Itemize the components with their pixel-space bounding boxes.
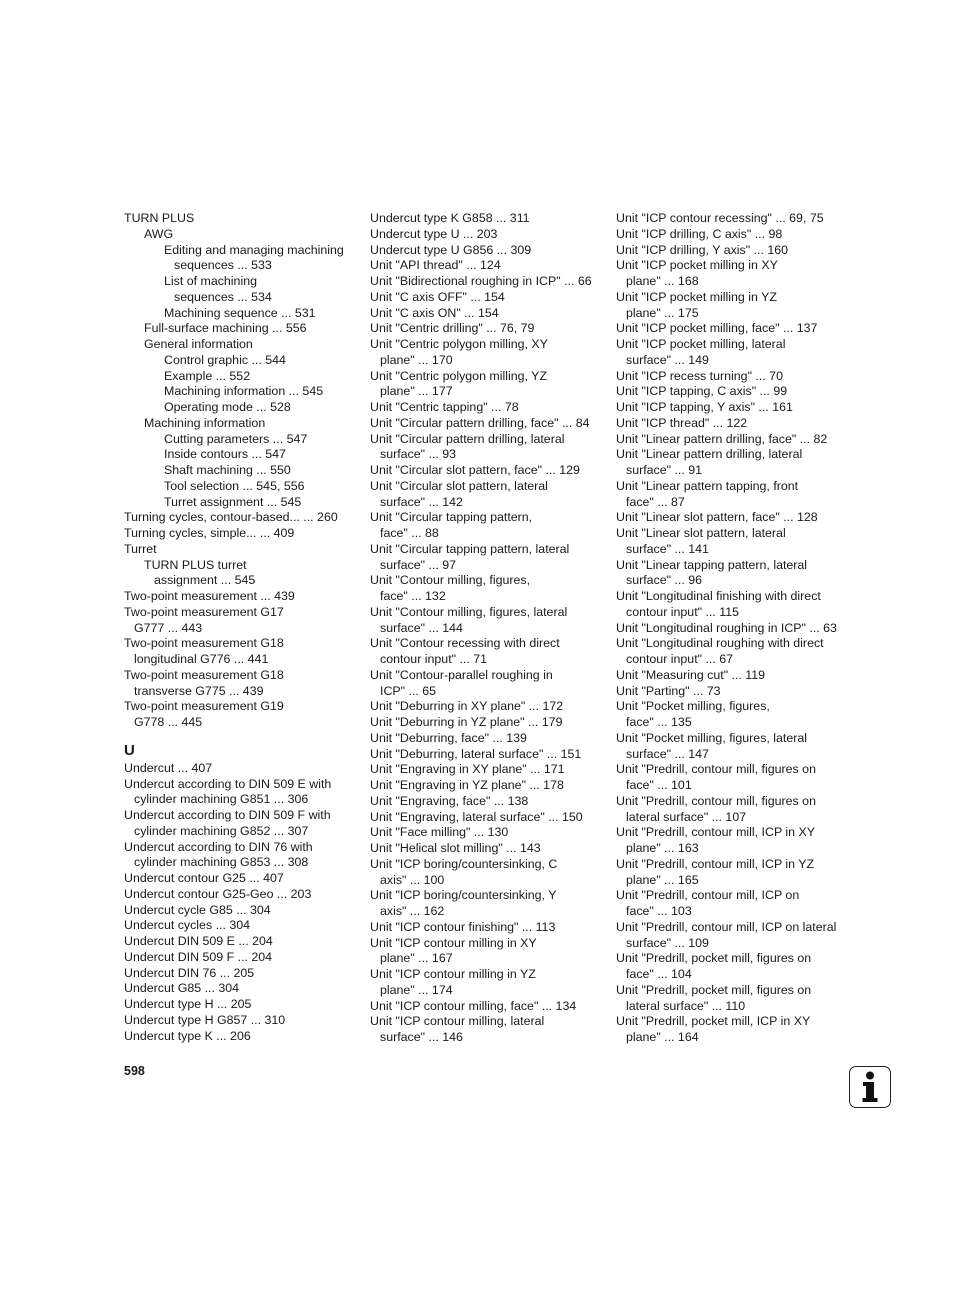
index-entry [370,967,602,999]
page-number: 598 [124,1064,145,1078]
index-entry-term: Undercut cycles ... 304 [124,918,251,933]
index-entry-term: Undercut type H G857 ... 310 [124,1012,286,1027]
index-entry-term: Shaft machining ... 550 [164,463,291,477]
index-entry-continuation: surface" ... 109 [626,935,709,950]
index-entry-term: Unit "Predrill, contour mill, figures on [616,793,816,808]
index-entry-continuation: plane" ... 175 [626,305,699,320]
index-entry-term: Unit "Linear pattern tapping, front [616,478,799,493]
index-entry-term: Undercut type K ... 206 [124,1028,251,1043]
index-entry [370,936,602,968]
index-entry-term: Unit "Contour milling, figures, lateral [370,604,568,619]
index-entry-term: Turning cycles, simple... ... 409 [124,526,295,540]
index-entry [370,841,602,857]
index-entry-term: Unit "ICP drilling, C axis" ... 98 [616,226,783,241]
index-entry [370,668,602,700]
index-entry [370,699,602,715]
index-entry-term: Unit "ICP contour milling in YZ [370,967,536,981]
index-entry-continuation: lateral surface" ... 110 [626,998,746,1013]
index-entry [370,258,602,274]
index-entry-continuation: cylinder machining G852 ... 307 [134,823,309,838]
index-entry [370,715,602,731]
index-entry-term: TURN PLUS [124,211,195,225]
index-entry-term: Unit "Predrill, pocket mill, figures on [616,951,812,966]
index-entry [616,258,848,290]
index-entry-term: Unit "API thread" ... 124 [370,258,501,273]
index-entry-term: General information [144,337,253,351]
index-entry-term: Unit "Centric drilling" ... 76, 79 [370,321,535,336]
index-entry-term: Tool selection ... 545, 556 [164,478,305,493]
index-column-2 [370,211,602,1046]
index-entry-term: Unit "ICP boring/countersinking, Y [370,888,557,903]
index-entry-term: Unit "Linear slot pattern, face" ... 128 [616,510,818,525]
index-entry [616,1014,848,1046]
index-entry-continuation: lateral surface" ... 107 [626,809,747,824]
index-entry [124,558,356,590]
index-entry [616,589,848,621]
index-entry [370,888,602,920]
index-entry [616,621,848,637]
index-entry-continuation: contour input" ... 67 [626,652,734,666]
index-entry-term: Unit "C axis ON" ... 154 [370,305,499,320]
index-entry [124,887,356,903]
index-entry [124,227,356,243]
index-entry [616,211,848,227]
index-entry [616,825,848,857]
index-entry-continuation: plane" ... 164 [626,1030,699,1044]
index-entry-term: Undercut according to DIN 509 E with [124,776,332,791]
index-entry [124,903,356,919]
index-entry-continuation: surface" ... 144 [380,620,463,635]
index-entry-term: Two-point measurement G19 [124,699,284,714]
index-entry-continuation: surface" ... 149 [626,352,709,367]
index-entry [124,463,356,479]
index-entry [616,636,848,668]
index-entry-term: Undercut DIN 509 E ... 204 [124,934,273,948]
index-entry [370,573,602,605]
index-entry-term: Unit "Helical slot milling" ... 143 [370,841,541,855]
index-entry [124,526,356,542]
index-entry [370,778,602,794]
index-entry [124,432,356,448]
index-entry-term: Full-surface machining ... 556 [144,321,307,336]
index-entry-term: Unit "ICP contour milling, lateral [370,1014,545,1029]
index-entry-continuation: axis" ... 100 [380,872,445,887]
index-entry-term: Unit "ICP pocket milling in YZ [616,289,777,304]
index-entry-term: Unit "Parting" ... 73 [616,683,721,698]
index-entry-continuation: surface" ... 146 [380,1030,463,1044]
index-entry [370,510,602,542]
index-entry-continuation: plane" ... 177 [380,384,453,399]
index-entry [124,321,356,337]
index-entry-term: Unit "C axis OFF" ... 154 [370,289,505,304]
index-entry-term: Undercut cycle G85 ... 304 [124,902,271,917]
index-entry [124,542,356,558]
index-entry-continuation: ICP" ... 65 [380,683,437,698]
index-entry-term: Unit "Centric tapping" ... 78 [370,400,519,414]
index-entry [370,810,602,826]
index-column-1 [124,211,356,1044]
index-entry-term: Undercut contour G25-Geo ... 203 [124,886,312,901]
index-entry [370,825,602,841]
index-entry-term: Undercut type H ... 205 [124,997,252,1011]
index-entry [124,400,356,416]
index-entry-continuation: surface" ... 97 [380,557,457,572]
index-entry [616,510,848,526]
index-entry-term: Undercut type U ... 203 [370,226,498,241]
index-entry-term: Undercut according to DIN 76 with [124,839,313,854]
index-entry-continuation: surface" ... 141 [626,541,709,556]
index-entry [370,920,602,936]
index-entry-term: Turning cycles, contour-based... ... 260 [124,510,338,525]
index-entry [616,983,848,1015]
index-entry-term: Unit "ICP contour milling, face" ... 134 [370,998,577,1013]
index-entry [616,432,848,448]
index-entry [370,432,602,464]
index-entry-continuation: sequences ... 534 [174,289,272,304]
index-entry-term: Unit "Pocket milling, figures, lateral [616,730,808,745]
index-entry [616,731,848,763]
index-entry-term: Unit "Longitudinal finishing with direct [616,589,821,603]
index-entry [124,840,356,872]
index-entry [124,1013,356,1029]
index-entry [616,857,848,889]
index-entry-term: Unit "Pocket milling, figures, [616,699,770,714]
index-entry [124,243,356,275]
index-entry-term: Unit "ICP drilling, Y axis" ... 160 [616,242,789,257]
index-entry [370,747,602,763]
index-entry [124,369,356,385]
index-entry-continuation: G778 ... 445 [134,715,203,729]
index-entry-term: Cutting parameters ... 547 [164,431,308,446]
index-entry [124,871,356,887]
index-entry-continuation: surface" ... 91 [626,463,703,477]
index-entry-term: Unit "Predrill, contour mill, figures on [616,762,816,777]
index-entry-term: Example ... 552 [164,368,251,383]
index-entry [124,997,356,1013]
index-entry-term: Unit "ICP pocket milling, face" ... 137 [616,321,818,336]
index-entry [370,211,602,227]
index-entry-term: Undercut DIN 509 F ... 204 [124,949,273,964]
index-entry-continuation: face" ... 87 [626,494,685,509]
index-entry-continuation: plane" ... 165 [626,872,699,887]
index-entry-term: Unit "Bidirectional roughing in ICP" ... 66 [370,274,592,288]
index-entry-term: Turret [124,541,157,556]
index-entry [616,400,848,416]
index-entry-term: Operating mode ... 528 [164,400,291,414]
index-entry-term: Editing and managing machining [164,242,344,257]
index-entry-term: Unit "Contour-parallel roughing in [370,667,553,682]
index-entry [370,999,602,1015]
index-entry-continuation: contour input" ... 71 [380,652,488,666]
index-entry [616,888,848,920]
index-entry [370,542,602,574]
index-entry [616,321,848,337]
index-entry-term: Unit "Linear slot pattern, lateral [616,526,786,540]
index-entry-continuation: assignment ... 545 [154,573,256,588]
index-entry [370,731,602,747]
index-entry-term: Turret assignment ... 545 [164,494,302,509]
index-entry [124,808,356,840]
index-entry-term: Undercut according to DIN 509 F with [124,808,331,822]
index-entry [616,369,848,385]
index-entry [124,274,356,306]
index-entry-term: Unit "ICP contour finishing" ... 113 [370,919,556,934]
index-entry-term: Unit "Engraving, lateral surface" ... 150 [370,809,583,824]
index-entry-term: Unit "Contour recessing with direct [370,636,560,651]
section-letter: U [124,741,135,759]
index-entry [370,274,602,290]
index-entry [370,306,602,322]
index-entry [370,479,602,511]
index-entry [124,981,356,997]
index-entry-term: Two-point measurement ... 439 [124,589,295,603]
index-entry-term: Unit "Linear pattern drilling, lateral [616,447,803,462]
index-entry [616,951,848,983]
index-entry-term: Unit "Circular tapping pattern, lateral [370,541,570,556]
index-entry [616,227,848,243]
index-entry-continuation: face" ... 101 [626,778,692,792]
index-entry [124,777,356,809]
index-entry-term: Unit "Predrill, contour mill, ICP on lateral [616,919,837,934]
index-entry [616,447,848,479]
index-entry-term: Unit "Centric polygon milling, XY [370,337,548,351]
index-entry-continuation: plane" ... 163 [626,841,699,855]
index-entry [124,699,356,731]
index-entry-term: Unit "Circular slot pattern, lateral [370,478,548,493]
index-entry [124,636,356,668]
index-entry [370,762,602,778]
index-entry-continuation: surface" ... 142 [380,494,463,509]
index-entry-term: Machining information [144,415,266,430]
index-entry-term: Machining sequence ... 531 [164,305,316,320]
index-entry-term: List of machining [164,274,257,288]
index-entry-term: Unit "ICP tapping, C axis" ... 99 [616,384,788,399]
index-entry [616,699,848,731]
index-entry-term: Unit "Longitudinal roughing with direct [616,636,824,651]
index-entry-term: Undercut contour G25 ... 407 [124,871,284,885]
index-entry-continuation: surface" ... 93 [380,447,457,462]
index-entry-term: AWG [144,226,174,241]
info-glyph [855,1070,885,1104]
index-entry-term: Inside contours ... 547 [164,447,286,462]
index-entry [124,384,356,400]
index-entry [370,290,602,306]
index-entry-term: Unit "ICP boring/countersinking, C [370,856,558,871]
index-entry [124,934,356,950]
index-column-3 [616,211,848,1046]
index-entry [370,400,602,416]
index-entry-continuation: face" ... 132 [380,589,446,603]
index-entry-term: TURN PLUS turret [144,557,247,572]
index-entry-term: Unit "ICP pocket milling, lateral [616,337,786,351]
index-entry [370,605,602,637]
index-entry [370,416,602,432]
index-entry-term: Unit "ICP pocket milling in XY [616,258,778,273]
index-entry-continuation: surface" ... 96 [626,573,703,588]
index-entry-continuation: face" ... 104 [626,967,692,981]
index-entry [124,479,356,495]
index-entry-term: Unit "Predrill, pocket mill, figures on [616,982,812,997]
index-entry-term: Undercut type U G856 ... 309 [370,242,532,257]
index-entry [370,227,602,243]
index-entry-term: Unit "ICP tapping, Y axis" ... 161 [616,400,793,414]
index-entry-term: Unit "Engraving in YZ plane" ... 178 [370,778,564,792]
index-entry-term: Unit "Engraving in XY plane" ... 171 [370,762,565,777]
index-entry [616,794,848,826]
index-entry-term: Unit "Circular pattern drilling, lateral [370,431,565,446]
index-entry-continuation: face" ... 88 [380,526,439,540]
index-entry [124,1029,356,1045]
index-entry-continuation: sequences ... 533 [174,258,272,273]
index-entry [370,463,602,479]
index-entry [124,306,356,322]
index-entry [124,918,356,934]
index-entry-term: Unit "Engraving, face" ... 138 [370,793,529,808]
index-entry [124,416,356,432]
index-entry [616,762,848,794]
index-entry [124,966,356,982]
index-entry-term: Undercut DIN 76 ... 205 [124,965,255,980]
index-entry [616,479,848,511]
index-entry [616,243,848,259]
index-entry-term: Unit "Face milling" ... 130 [370,825,509,840]
index-entry-term: Unit "Deburring in XY plane" ... 172 [370,699,564,714]
index-entry [124,353,356,369]
index-entry-continuation: plane" ... 170 [380,352,453,367]
index-entry-term: Unit "Linear tapping pattern, lateral [616,557,808,572]
index-entry-term: Unit "ICP recess turning" ... 70 [616,368,783,383]
index-entry [124,337,356,353]
index-entry [616,384,848,400]
info-icon [849,1066,891,1108]
index-entry-term: Unit "Deburring in YZ plane" ... 179 [370,715,563,729]
index-entry [370,369,602,401]
index-entry-continuation: G777 ... 443 [134,620,203,635]
index-entry [616,558,848,590]
index-entry-term: Unit "Circular tapping pattern, [370,510,533,525]
index-entry [124,495,356,511]
index-entry-term: Unit "Circular slot pattern, face" ... 129 [370,463,580,477]
index-entry-term: Undercut ... 407 [124,760,213,775]
index-entry [616,684,848,700]
index-entry [616,920,848,952]
index-entry-term: Unit "Circular pattern drilling, face" ... 84 [370,415,590,430]
index-entry [616,337,848,369]
index-entry [370,337,602,369]
index-entry-continuation: face" ... 135 [626,715,692,729]
index-entry-term: Unit "Predrill, pocket mill, ICP in XY [616,1014,811,1029]
index-entry [370,243,602,259]
index-entry-term: Unit "ICP contour recessing" ... 69, 75 [616,211,824,225]
index-entry-term: Undercut type K G858 ... 311 [370,211,530,225]
index-entry-term: Unit "Centric polygon milling, YZ [370,368,548,383]
index-entry-term: Unit "Measuring cut" ... 119 [616,667,766,682]
index-entry-term: Unit "ICP contour milling in XY [370,935,537,950]
index-entry-term: Unit "Predrill, contour mill, ICP in XY [616,825,816,840]
index-entry [124,668,356,700]
index-entry-term: Unit "ICP thread" ... 122 [616,415,748,430]
index-entry-term: Unit "Longitudinal roughing in ICP" ... 63 [616,620,837,635]
index-entry-term: Two-point measurement G17 [124,604,284,619]
index-entry-term: Undercut G85 ... 304 [124,981,240,996]
index-entry-term: Machining information ... 545 [164,384,324,399]
index-entry [124,950,356,966]
index-entry-continuation: cylinder machining G853 ... 308 [134,855,309,870]
index-entry-continuation: plane" ... 168 [626,274,699,288]
index-entry-term: Unit "Contour milling, figures, [370,573,531,588]
index-entry [616,416,848,432]
index-entry-continuation: plane" ... 167 [380,951,453,966]
index-entry-term: Unit "Predrill, contour mill, ICP in YZ [616,856,815,871]
index-entry-continuation: surface" ... 147 [626,746,709,761]
index-entry [370,1014,602,1046]
index-entry-term: Two-point measurement G18 [124,636,284,651]
index-entry [616,526,848,558]
index-entry [124,589,356,605]
index-entry-continuation: transverse G775 ... 439 [134,683,264,698]
index-entry [370,794,602,810]
index-entry [124,447,356,463]
index-entry [124,605,356,637]
index-entry-continuation: axis" ... 162 [380,904,445,918]
index-entry-continuation: longitudinal G776 ... 441 [134,652,269,666]
index-entry-term: Unit "Linear pattern drilling, face" ... 82 [616,431,828,446]
index-entry-continuation: face" ... 103 [626,904,692,918]
index-entry [370,321,602,337]
index-entry-continuation: contour input" ... 115 [626,604,740,619]
index-entry-term: Control graphic ... 544 [164,352,286,367]
index-entry [370,636,602,668]
index-entry [124,510,356,526]
index-entry-term: Unit "Deburring, lateral surface" ... 151 [370,746,582,761]
index-entry-term: Unit "Deburring, face" ... 139 [370,730,527,745]
index-entry [370,857,602,889]
index-entry-term: Unit "Predrill, contour mill, ICP on [616,888,800,903]
index-entry-continuation: cylinder machining G851 ... 306 [134,792,309,807]
index-entry-term: Two-point measurement G18 [124,667,284,682]
index-entry [616,668,848,684]
index-entry [616,290,848,322]
index-entry [124,761,356,777]
index-entry-continuation: plane" ... 174 [380,982,453,997]
index-entry [124,211,356,227]
